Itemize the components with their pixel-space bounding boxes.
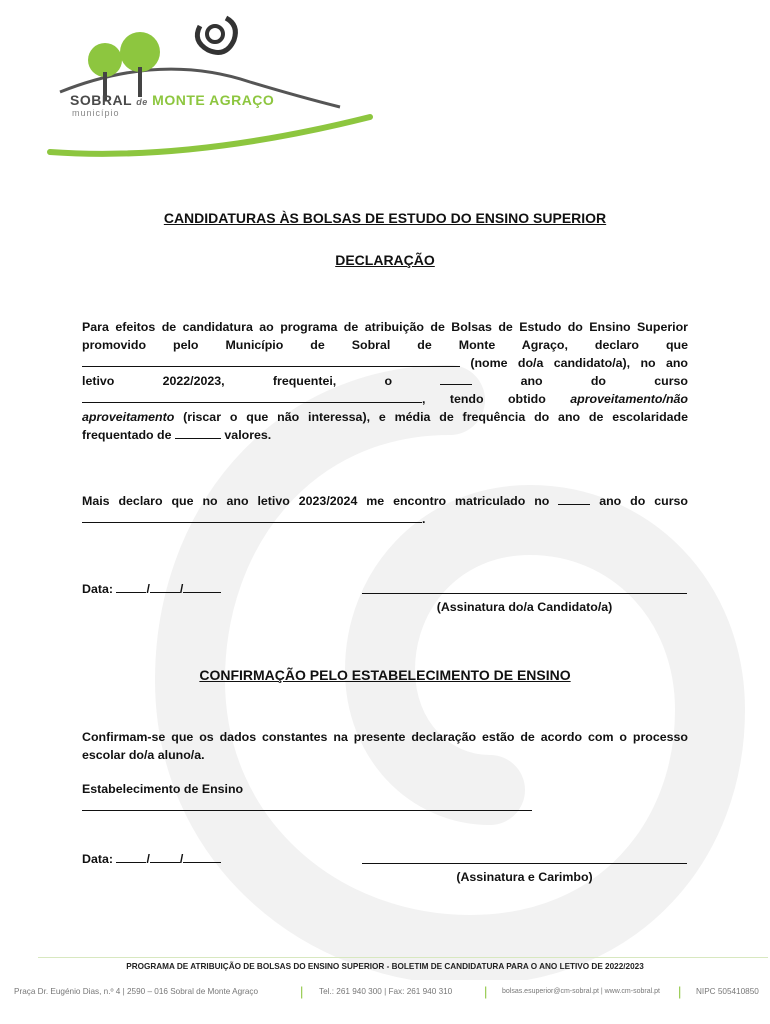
footer-phone: Tel.: 261 940 300 | Fax: 261 940 310 <box>319 987 453 996</box>
name-hint: (nome do/a candidato/a), no ano letivo 2022/2023, frequentei, o <box>82 356 688 388</box>
enrollment-text: Mais declaro que no ano letivo 2023/2024 me encontro matriculado no <box>82 494 550 508</box>
establishment-label: Estabelecimento de Ensino <box>82 782 244 796</box>
date-month-field-2[interactable] <box>150 851 180 863</box>
year-course-label: ano do curso <box>520 374 688 388</box>
footer-program-title: PROGRAMA DE ATRIBUIÇÃO DE BOLSAS DO ENSINO SUPERIOR - BOLETIM DE CANDIDATURA PARA O ANO LETIVO DE 2022/2023 <box>126 962 644 971</box>
date-year-field[interactable] <box>183 581 221 593</box>
footer-nipc: NIPC 505410850 <box>696 987 759 996</box>
logo-subtitle: município <box>72 108 120 118</box>
date-day-field-2[interactable] <box>116 851 146 863</box>
municipality-logo <box>40 12 380 162</box>
aproveitamento-option[interactable]: aproveitamento/não aproveitamento <box>82 392 688 424</box>
enrollment-course-field[interactable] <box>82 511 422 523</box>
enrollment-paragraph: Mais declaro que no ano letivo 2023/2024 me encontro matriculado no ano do curso. <box>82 494 688 526</box>
footer-separator: | <box>484 984 488 999</box>
enrollment-year-field[interactable] <box>558 493 590 505</box>
footer-divider <box>38 957 768 958</box>
candidate-date: Data: / / <box>82 581 221 596</box>
date-day-field[interactable] <box>116 581 146 593</box>
confirmation-paragraph: Confirmam-se que os dados constantes na presente declaração estão de acordo com o processo escolar do/a aluno/a. <box>82 730 688 762</box>
establishment-block <box>82 780 688 811</box>
establishment-date: Data: / / <box>82 851 221 866</box>
candidate-name-field[interactable] <box>82 355 460 367</box>
course-field[interactable] <box>82 391 422 403</box>
document-subtitle: DECLARAÇÃO <box>335 252 435 268</box>
stamp-signature-label: (Assinatura e Carimbo) <box>456 870 593 884</box>
footer-separator: | <box>678 984 682 999</box>
tendo-obtido: , tendo obtido <box>422 392 546 406</box>
stamp-signature-line[interactable] <box>362 863 687 864</box>
logo-wordmark: SOBRAL de MONTE AGRAÇO <box>70 92 275 108</box>
confirmation-title: CONFIRMAÇÃO PELO ESTABELECIMENTO DE ENSINO <box>199 667 571 683</box>
date-year-field-2[interactable] <box>183 851 221 863</box>
document-title: CANDIDATURAS ÀS BOLSAS DE ESTUDO DO ENSINO SUPERIOR <box>163 210 607 226</box>
riscar-note: (riscar o que não interessa), e média de frequência do ano de escolaridade frequentado de <box>82 410 688 442</box>
enrollment-course-label: ano do curso <box>599 494 688 508</box>
candidate-signature-label: (Assinatura do/a Candidato/a) <box>436 600 613 614</box>
valores-label: valores. <box>224 428 272 442</box>
candidate-signature-line[interactable] <box>362 593 687 594</box>
date-month-field[interactable] <box>150 581 180 593</box>
declaration-intro: Para efeitos de candidatura ao programa de atribuição de Bolsas de Estudo do Ensino Superior promovido pelo Município de Sobral de Monte Agraço, declaro que <box>82 320 688 352</box>
average-field[interactable] <box>175 427 221 439</box>
establishment-field[interactable] <box>82 810 532 811</box>
year-field[interactable] <box>440 373 472 385</box>
declaration-paragraph <box>82 318 688 444</box>
footer-address: Praça Dr. Eugénio Dias, n.º 4 | 2590 – 016 Sobral de Monte Agraço <box>14 987 259 996</box>
footer-email-web[interactable]: bolsas.esuperior@cm-sobral.pt | www.cm-sobral.pt <box>502 988 660 995</box>
footer-separator: | <box>300 984 304 999</box>
